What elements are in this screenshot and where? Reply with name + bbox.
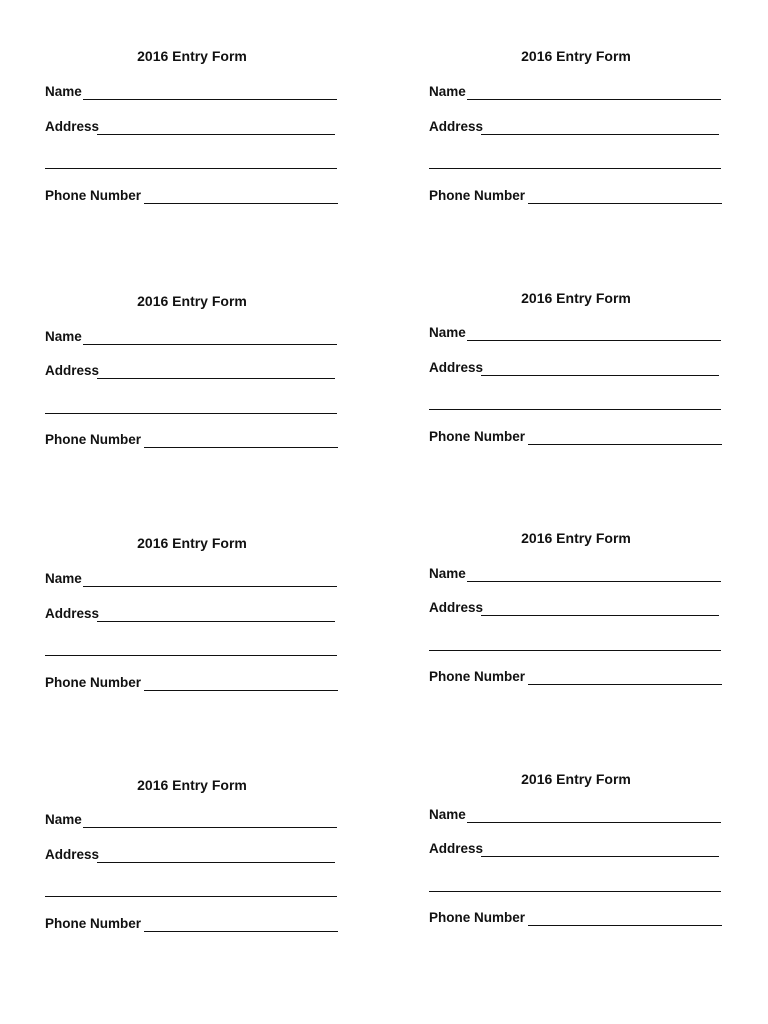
name-blank-line[interactable] — [83, 827, 337, 828]
phone-blank-line[interactable] — [144, 690, 338, 691]
phone-blank-line[interactable] — [528, 925, 722, 926]
phone-label: Phone Number — [45, 916, 142, 931]
form-title: 2016 Entry Form — [137, 293, 247, 309]
phone-label: Phone Number — [429, 910, 526, 925]
address-blank-line[interactable] — [481, 375, 719, 376]
phone-label: Phone Number — [429, 429, 526, 444]
address-blank-line[interactable] — [481, 856, 719, 857]
phone-label: Phone Number — [429, 188, 526, 203]
name-row — [45, 82, 345, 102]
phone-label: Phone Number — [45, 188, 142, 203]
address-row — [429, 598, 729, 618]
address-continuation-row — [429, 633, 729, 653]
address-row — [429, 839, 729, 859]
address-row — [45, 361, 345, 381]
form-title: 2016 Entry Form — [521, 530, 631, 546]
name-blank-line[interactable] — [83, 99, 337, 100]
phone-row — [45, 430, 345, 450]
name-row — [429, 323, 729, 343]
name-blank-line[interactable] — [467, 822, 721, 823]
phone-blank-line[interactable] — [528, 203, 722, 204]
phone-blank-line[interactable] — [528, 684, 722, 685]
phone-row — [429, 427, 729, 447]
name-blank-line[interactable] — [83, 344, 337, 345]
name-row — [429, 82, 729, 102]
address-label: Address — [45, 847, 100, 862]
phone-row — [45, 914, 345, 934]
address-blank-line[interactable] — [481, 134, 719, 135]
address-continuation-row — [429, 151, 729, 171]
address-row — [45, 604, 345, 624]
name-label: Name — [429, 325, 466, 340]
address-continuation-row — [45, 879, 345, 899]
name-blank-line[interactable] — [83, 586, 337, 587]
address-row — [45, 117, 345, 137]
address-label: Address — [45, 119, 100, 134]
address-label: Address — [45, 606, 100, 621]
address-blank-line[interactable] — [97, 621, 335, 622]
name-label: Name — [429, 84, 466, 99]
address-label: Address — [429, 841, 484, 856]
address-second-blank-line[interactable] — [45, 168, 337, 169]
phone-label: Phone Number — [45, 432, 142, 447]
form-title: 2016 Entry Form — [137, 777, 247, 793]
name-row — [45, 569, 345, 589]
form-title: 2016 Entry Form — [521, 290, 631, 306]
address-blank-line[interactable] — [97, 378, 335, 379]
address-second-blank-line[interactable] — [45, 896, 337, 897]
address-label: Address — [429, 119, 484, 134]
address-label: Address — [45, 363, 100, 378]
address-continuation-row — [429, 874, 729, 894]
address-second-blank-line[interactable] — [429, 168, 721, 169]
address-second-blank-line[interactable] — [429, 650, 721, 651]
address-row — [429, 358, 729, 378]
address-second-blank-line[interactable] — [45, 413, 337, 414]
phone-label: Phone Number — [45, 675, 142, 690]
form-title: 2016 Entry Form — [521, 771, 631, 787]
address-row — [45, 845, 345, 865]
address-continuation-row — [429, 392, 729, 412]
name-blank-line[interactable] — [467, 340, 721, 341]
phone-row — [45, 186, 345, 206]
phone-blank-line[interactable] — [144, 203, 338, 204]
address-continuation-row — [45, 396, 345, 416]
address-blank-line[interactable] — [481, 615, 719, 616]
address-label: Address — [429, 600, 484, 615]
form-title: 2016 Entry Form — [521, 48, 631, 64]
phone-row — [429, 186, 729, 206]
name-label: Name — [45, 812, 82, 827]
phone-row — [45, 673, 345, 693]
phone-row — [429, 667, 729, 687]
address-second-blank-line[interactable] — [429, 891, 721, 892]
address-blank-line[interactable] — [97, 862, 335, 863]
name-row — [429, 564, 729, 584]
name-label: Name — [45, 329, 82, 344]
phone-blank-line[interactable] — [144, 447, 338, 448]
phone-row — [429, 908, 729, 928]
address-label: Address — [429, 360, 484, 375]
phone-blank-line[interactable] — [528, 444, 722, 445]
name-row — [45, 327, 345, 347]
address-blank-line[interactable] — [97, 134, 335, 135]
name-blank-line[interactable] — [467, 581, 721, 582]
form-title: 2016 Entry Form — [137, 535, 247, 551]
form-title: 2016 Entry Form — [137, 48, 247, 64]
name-row — [429, 805, 729, 825]
name-row — [45, 810, 345, 830]
name-label: Name — [45, 84, 82, 99]
name-label: Name — [45, 571, 82, 586]
phone-label: Phone Number — [429, 669, 526, 684]
address-second-blank-line[interactable] — [429, 409, 721, 410]
address-continuation-row — [45, 638, 345, 658]
name-blank-line[interactable] — [467, 99, 721, 100]
phone-blank-line[interactable] — [144, 931, 338, 932]
address-row — [429, 117, 729, 137]
name-label: Name — [429, 566, 466, 581]
address-continuation-row — [45, 151, 345, 171]
address-second-blank-line[interactable] — [45, 655, 337, 656]
name-label: Name — [429, 807, 466, 822]
